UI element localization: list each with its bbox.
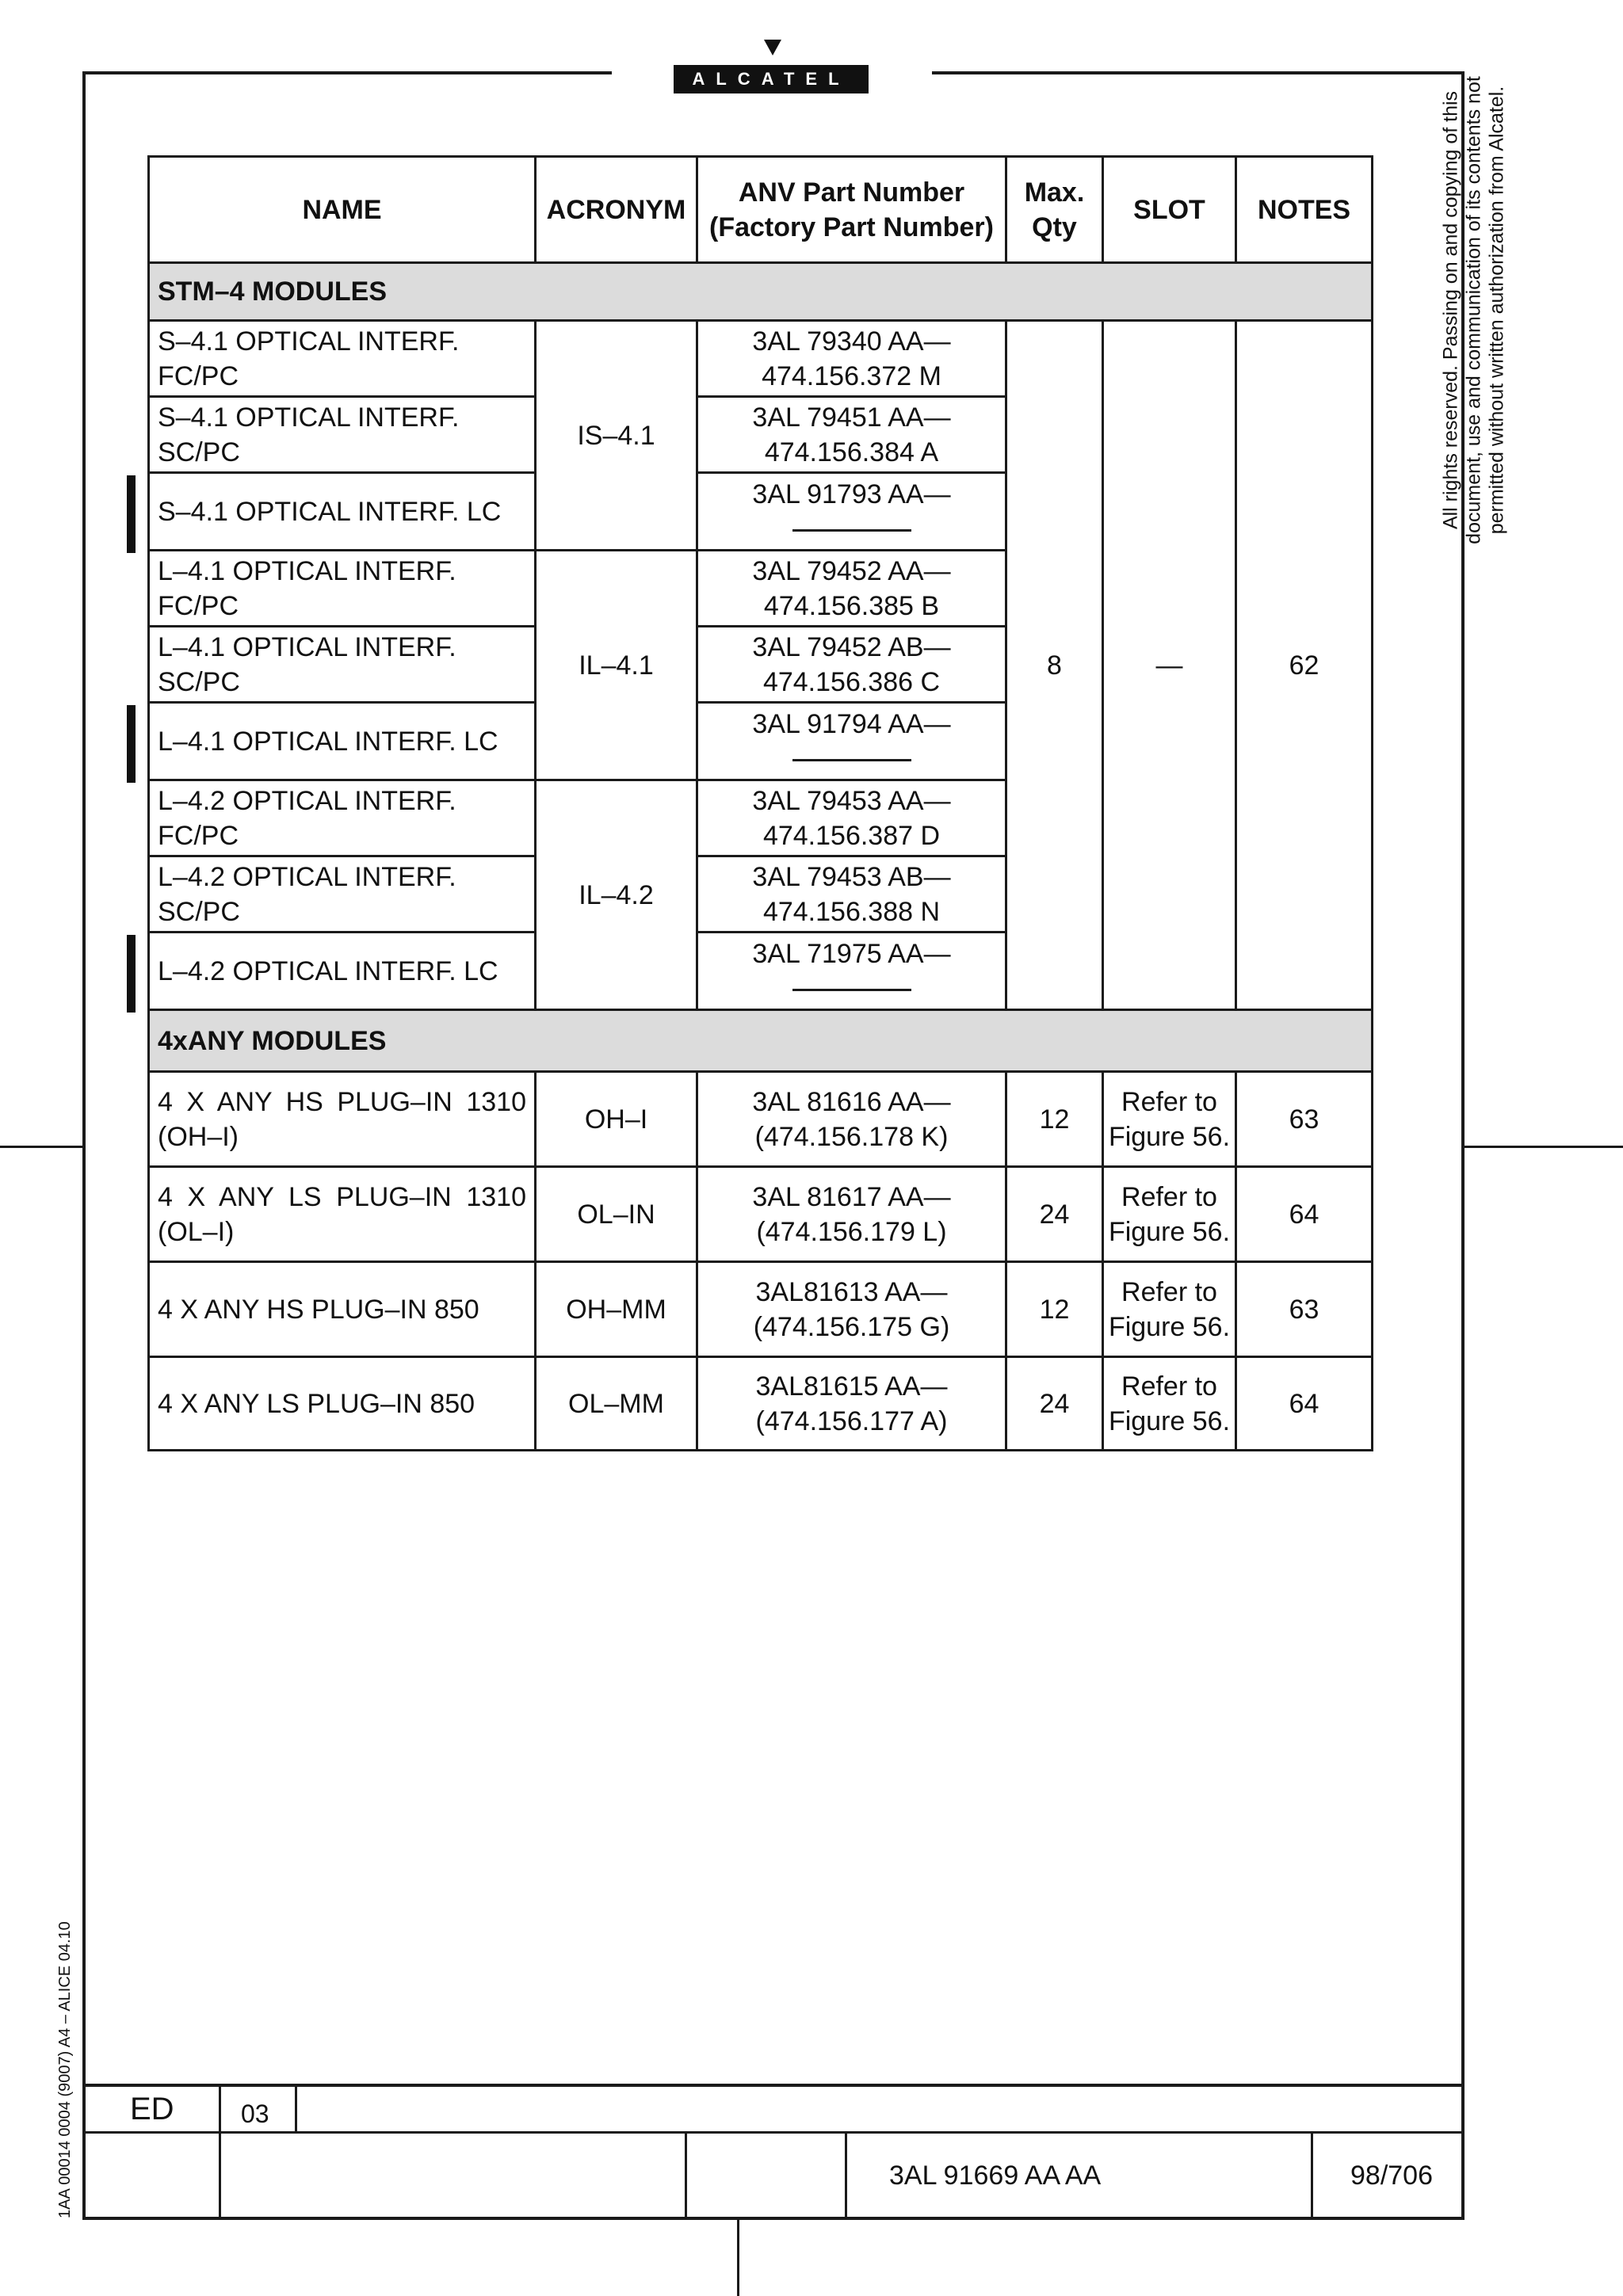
header-name: NAME: [149, 157, 536, 263]
anv-part-number: 3AL 79451 AA—: [752, 402, 951, 433]
blank-line: [792, 989, 911, 991]
form-code: 1AA 00014 0004 (9007) A4 – ALICE 04.10: [56, 1921, 74, 2218]
slot: [1103, 1072, 1236, 1167]
anv-part-number: 3AL 81616 AA—: [752, 1086, 951, 1117]
footer-divider: [685, 2131, 687, 2220]
anv-part-number: 3AL 91793 AA—: [752, 479, 951, 509]
footer-divider: [219, 2084, 221, 2220]
factory-part-blank: [706, 512, 997, 547]
table-row: [149, 1167, 1373, 1262]
module-name: L–4.1 OPTICAL INTERF. LC: [149, 703, 536, 780]
section-label: 4xANY MODULES: [149, 1010, 1373, 1072]
module-acronym: IS–4.1: [536, 321, 697, 551]
header-part-line1: ANV Part Number: [738, 177, 965, 208]
header-part-line2: (Factory Part Number): [709, 212, 994, 242]
module-name: L–4.2 OPTICAL INTERF. SC/PC: [149, 856, 536, 933]
module-name: 4 X ANY LS PLUG–IN 850: [149, 1357, 536, 1451]
max-qty: 12: [1006, 1262, 1103, 1357]
anv-part-number: 3AL 79452 AA—: [752, 555, 951, 586]
blank-line: [792, 759, 911, 761]
max-qty: 12: [1006, 1072, 1103, 1167]
factory-part-number: 474.156.387 D: [762, 820, 941, 851]
part-number-cell: [697, 397, 1006, 473]
part-number-cell: [697, 1072, 1006, 1167]
notes: 63: [1236, 1072, 1373, 1167]
slot-line2: Figure 56.: [1108, 1311, 1231, 1342]
notes: 64: [1236, 1357, 1373, 1451]
fold-mark-right: [1465, 1146, 1623, 1148]
module-name: L–4.2 OPTICAL INTERF. LC: [149, 933, 536, 1010]
anv-part-number: 3AL 79340 AA—: [752, 326, 951, 357]
part-number-cell: [697, 1357, 1006, 1451]
footer-top-line: [82, 2084, 1465, 2087]
change-bar-icon: [127, 705, 136, 783]
edition-label: ED: [130, 2092, 174, 2126]
document-code: 3AL 91669 AA AA: [889, 2161, 1102, 2191]
rights-notice: All rights reserved. Passing on and copying of this document, use and communication of its contents not permitted without written authorization from Alcatel.: [1439, 76, 1508, 544]
slot-line1: Refer to: [1121, 1086, 1217, 1117]
slot-line1: Refer to: [1121, 1371, 1217, 1402]
anv-part-number: 3AL 79452 AB—: [752, 631, 951, 662]
header-qty-line2: Qty: [1032, 212, 1077, 242]
factory-part-number: (474.156.175 G): [753, 1311, 950, 1342]
part-number-cell: [697, 780, 1006, 856]
module-acronym: IL–4.1: [536, 551, 697, 780]
notes: 63: [1236, 1262, 1373, 1357]
blank-line: [792, 529, 911, 532]
max-qty: 8: [1006, 321, 1103, 1010]
factory-part-number: (474.156.179 L): [756, 1216, 947, 1247]
slot-line2: Figure 56.: [1108, 1121, 1231, 1152]
max-qty: 24: [1006, 1167, 1103, 1262]
footer-mid-line: [82, 2131, 1465, 2134]
factory-part-number: (474.156.177 A): [755, 1405, 948, 1436]
module-name: L–4.1 OPTICAL INTERF. SC/PC: [149, 627, 536, 703]
part-number-cell: [697, 703, 1006, 780]
slot: [1103, 1357, 1236, 1451]
factory-part-number: 474.156.384 A: [764, 437, 939, 467]
header-max-qty: [1006, 157, 1103, 263]
header-qty-line1: Max.: [1024, 177, 1085, 208]
factory-part-number: 474.156.386 C: [762, 666, 941, 697]
header-slot: SLOT: [1103, 157, 1236, 263]
module-acronym: OH–MM: [536, 1262, 697, 1357]
part-number-cell: [697, 321, 1006, 397]
alcatel-logo: ALCATEL: [674, 65, 869, 93]
anv-part-number: 3AL 79453 AB—: [752, 861, 951, 892]
anv-part-number: 3AL 81617 AA—: [752, 1181, 951, 1212]
module-name: L–4.1 OPTICAL INTERF. FC/PC: [149, 551, 536, 627]
fold-mark-bottom: [737, 2220, 739, 2296]
module-acronym: OL–IN: [536, 1167, 697, 1262]
anv-part-number: 3AL81613 AA—: [755, 1276, 948, 1307]
factory-part-number: 474.156.388 N: [762, 896, 941, 927]
slot-line2: Figure 56.: [1108, 1216, 1231, 1247]
logo-arrow-icon: [764, 40, 781, 55]
part-number-cell: [697, 627, 1006, 703]
section-row-4xany: [149, 1010, 1373, 1072]
module-name: L–4.2 OPTICAL INTERF. FC/PC: [149, 780, 536, 856]
header-part-number: [697, 157, 1006, 263]
module-acronym: OH–I: [536, 1072, 697, 1167]
module-name: 4 X ANY HS PLUG–IN 850: [149, 1262, 536, 1357]
fold-mark-left: [0, 1146, 82, 1148]
notes: 62: [1236, 321, 1373, 1010]
page-number: 98/706: [1350, 2161, 1433, 2191]
table-row: [149, 1072, 1373, 1167]
slot: [1103, 1262, 1236, 1357]
module-name: S–4.1 OPTICAL INTERF. SC/PC: [149, 397, 536, 473]
header-notes: NOTES: [1236, 157, 1373, 263]
table-row: [149, 321, 1373, 397]
anv-part-number: 3AL 91794 AA—: [752, 708, 951, 739]
table-row: [149, 1262, 1373, 1357]
anv-part-number: 3AL 71975 AA—: [752, 938, 951, 969]
module-acronym: OL–MM: [536, 1357, 697, 1451]
factory-part-blank: [706, 971, 997, 1006]
frame-top-right-line: [932, 71, 1465, 74]
slot-line2: Figure 56.: [1108, 1405, 1231, 1436]
table-row: [149, 1357, 1373, 1451]
slot-line1: Refer to: [1121, 1276, 1217, 1307]
slot: —: [1103, 321, 1236, 1010]
section-label: STM–4 MODULES: [149, 263, 1373, 321]
change-bar-icon: [127, 475, 136, 553]
anv-part-number: 3AL81615 AA—: [755, 1371, 948, 1402]
factory-part-number: 474.156.385 B: [763, 590, 940, 621]
footer-divider: [295, 2084, 297, 2133]
header-acronym: ACRONYM: [536, 157, 697, 263]
frame-top-left-line: [82, 71, 612, 74]
part-number-cell: [697, 473, 1006, 551]
part-number-cell: [697, 856, 1006, 933]
footer-bottom-line: [82, 2217, 1465, 2220]
slot-line1: Refer to: [1121, 1181, 1217, 1212]
section-row-stm4: [149, 263, 1373, 321]
anv-part-number: 3AL 79453 AA—: [752, 785, 951, 816]
factory-part-blank: [706, 742, 997, 776]
module-name: 4 X ANY HS PLUG–IN 1310 (OH–I): [149, 1072, 536, 1167]
part-number-cell: [697, 1262, 1006, 1357]
frame-left-line: [82, 71, 86, 2220]
max-qty: 24: [1006, 1357, 1103, 1451]
table-header-row: [149, 157, 1373, 263]
module-name: 4 X ANY LS PLUG–IN 1310 (OL–I): [149, 1167, 536, 1262]
slot: [1103, 1167, 1236, 1262]
part-number-cell: [697, 551, 1006, 627]
edition-value: 03: [241, 2100, 269, 2128]
module-acronym: IL–4.2: [536, 780, 697, 1010]
part-number-cell: [697, 933, 1006, 1010]
document-footer: [82, 2084, 1465, 2220]
change-bar-icon: [127, 935, 136, 1013]
module-name: S–4.1 OPTICAL INTERF. LC: [149, 473, 536, 551]
footer-divider: [845, 2131, 847, 2220]
part-number-cell: [697, 1167, 1006, 1262]
factory-part-number: (474.156.178 K): [754, 1121, 949, 1152]
factory-part-number: 474.156.372 M: [762, 360, 941, 391]
module-name: S–4.1 OPTICAL INTERF. FC/PC: [149, 321, 536, 397]
footer-divider: [1311, 2131, 1313, 2220]
modules-table: [147, 155, 1373, 1451]
notes: 64: [1236, 1167, 1373, 1262]
